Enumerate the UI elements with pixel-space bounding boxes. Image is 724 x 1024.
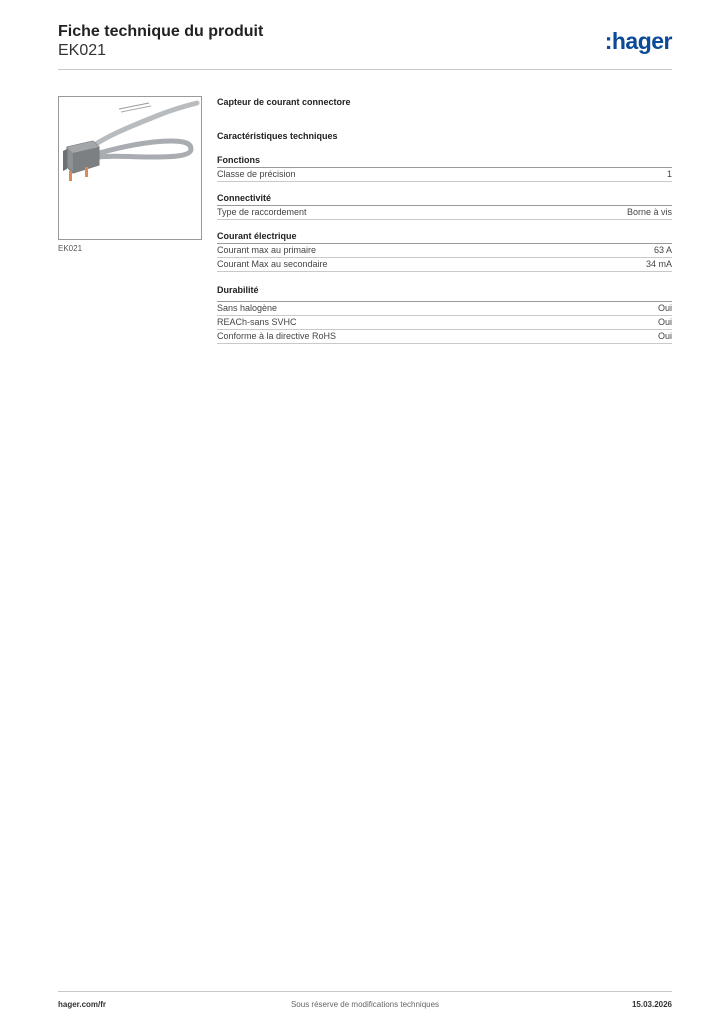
spec-value: Borne à vis (626, 207, 672, 217)
spec-group-courant (217, 231, 672, 272)
page-header (58, 22, 672, 70)
spec-group-title: Durabilité (217, 285, 672, 302)
spec-label: Courant Max au secondaire (217, 259, 328, 269)
image-caption: EK021 (58, 244, 83, 253)
spec-label: Conforme à la directive RoHS (217, 331, 337, 341)
footer-disclaimer: Sous réserve de modifications techniques (290, 1000, 440, 1009)
spec-group-title: Courant électrique (217, 231, 672, 244)
spec-row (217, 258, 672, 272)
spec-value: Oui (657, 331, 672, 341)
spec-label: REACh-sans SVHC (217, 317, 297, 327)
spec-label: Courant max au primaire (217, 245, 317, 255)
spec-row (217, 168, 672, 182)
characteristics-title: Caractéristiques techniques (217, 131, 338, 141)
spec-value: 63 A (653, 245, 672, 255)
spec-row (217, 330, 672, 344)
spec-label: Type de raccordement (217, 207, 307, 217)
spec-value: Oui (657, 303, 672, 313)
spec-group-title: Connectivité (217, 193, 672, 206)
spec-section (217, 96, 672, 344)
product-image (58, 96, 202, 240)
hager-logo: :hager (604, 28, 672, 54)
footer-website-link[interactable]: hager.com/fr (58, 1000, 107, 1009)
spec-row (217, 316, 672, 330)
spec-label: Classe de précision (217, 169, 296, 179)
spec-value: 1 (666, 169, 672, 179)
spec-row (217, 244, 672, 258)
spec-value: Oui (657, 317, 672, 327)
spec-group-title: Fonctions (217, 155, 672, 168)
spec-row (217, 302, 672, 316)
spec-group-durabilite (217, 285, 672, 344)
spec-label: Sans halogène (217, 303, 278, 313)
footer-date: 15.03.2026 (631, 1000, 672, 1009)
spec-row (217, 206, 672, 220)
page-footer (58, 991, 672, 1013)
product-name: Capteur de courant connectore (217, 97, 351, 107)
current-sensor-icon (59, 97, 201, 239)
product-reference: EK021 (58, 42, 107, 59)
spec-group-connectivite (217, 193, 672, 220)
spec-group-fonctions (217, 155, 672, 182)
page-title: Fiche technique du produit (58, 23, 264, 40)
spec-value: 34 mA (645, 259, 672, 269)
